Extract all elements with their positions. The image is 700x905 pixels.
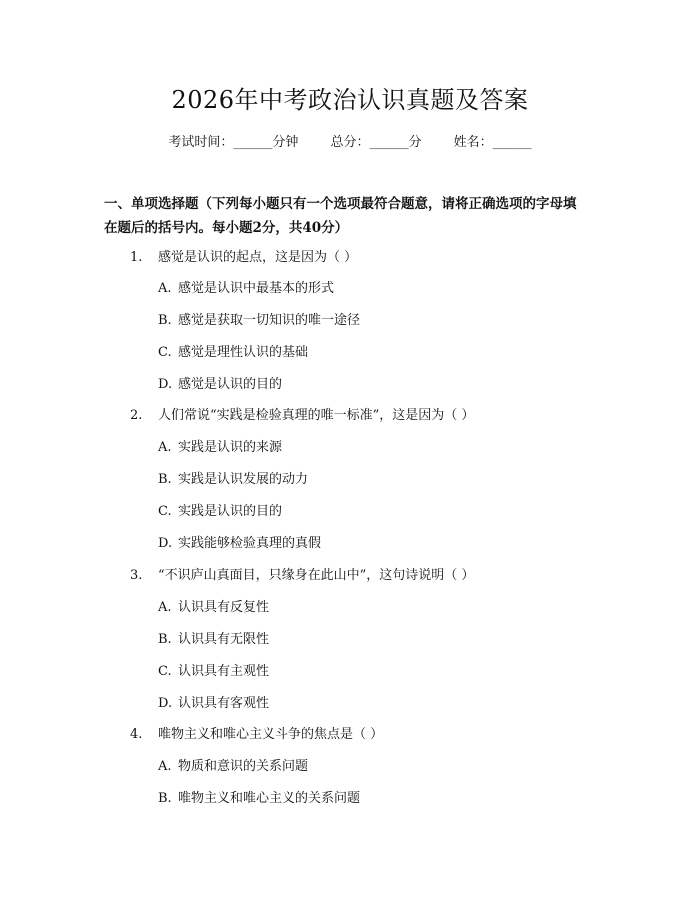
option-letter: B. <box>158 632 172 647</box>
question-2-option-d <box>158 532 321 551</box>
question-text: 唯物主义和唯心主义斗争的焦点是（ ） <box>158 727 384 742</box>
total-score-field: 总分：______分 <box>330 135 422 150</box>
option-text: 感觉是认识的目的 <box>178 377 283 392</box>
option-letter: D. <box>158 377 173 392</box>
option-letter: C. <box>158 664 172 679</box>
question-text: “不识庐山真面目，只缘身在此山中”，这句诗说明（ ） <box>158 568 475 583</box>
question-1 <box>130 246 357 265</box>
question-number: 3. <box>130 568 143 583</box>
question-1-option-c <box>158 341 308 360</box>
section-heading-line-1: 一、单项选择题（下列每小题只有一个选项最符合题意，请将正确选项的字母填 <box>104 196 577 212</box>
option-text: 唯物主义和唯心主义的关系问题 <box>178 791 361 806</box>
section-heading-line-2: 在题后的括号内。每小题2分，共40分） <box>104 220 349 236</box>
question-2-option-c <box>158 500 282 519</box>
question-2-option-a <box>158 436 282 455</box>
option-letter: B. <box>158 791 172 806</box>
option-letter: A. <box>158 440 172 455</box>
question-1-option-b <box>158 309 360 328</box>
question-2-option-b <box>158 468 308 487</box>
option-text: 实践是认识发展的动力 <box>178 472 309 487</box>
option-text: 实践是认识的目的 <box>178 504 283 519</box>
option-letter: D. <box>158 696 173 711</box>
question-1-option-d <box>158 373 282 392</box>
option-letter: A. <box>158 281 172 296</box>
option-text: 认识具有无限性 <box>178 632 270 647</box>
question-1-option-a <box>158 277 334 296</box>
option-letter: C. <box>158 345 172 360</box>
option-letter: B. <box>158 313 172 328</box>
option-letter: A. <box>158 759 172 774</box>
option-text: 物质和意识的关系问题 <box>178 759 309 774</box>
question-3-option-a <box>158 596 269 615</box>
exam-meta <box>0 131 700 150</box>
question-number: 1. <box>130 250 143 265</box>
question-3-option-b <box>158 628 269 647</box>
option-letter: A. <box>158 600 172 615</box>
question-4-option-b <box>158 787 360 806</box>
question-3-option-c <box>158 660 269 679</box>
option-text: 认识具有客观性 <box>178 696 270 711</box>
option-letter: C. <box>158 504 172 519</box>
option-text: 认识具有反复性 <box>178 600 270 615</box>
option-text: 感觉是获取一切知识的唯一途径 <box>178 313 361 328</box>
question-number: 2. <box>130 408 143 423</box>
option-text: 实践能够检验真理的真假 <box>178 536 322 551</box>
question-4 <box>130 723 383 742</box>
question-text: 感觉是认识的起点，这是因为（ ） <box>158 250 358 265</box>
option-text: 实践是认识的来源 <box>178 440 283 455</box>
question-text: 人们常说“实践是检验真理的唯一标准”，这是因为（ ） <box>158 408 475 423</box>
section-heading <box>104 192 604 240</box>
question-number: 4. <box>130 727 143 742</box>
option-letter: D. <box>158 536 173 551</box>
question-4-option-a <box>158 755 308 774</box>
option-letter: B. <box>158 472 172 487</box>
page-title: 2026年中考政治认识真题及答案 <box>171 86 529 114</box>
student-name-field: 姓名：______ <box>453 135 532 150</box>
question-3-option-d <box>158 692 269 711</box>
question-3 <box>130 564 474 583</box>
option-text: 感觉是理性认识的基础 <box>178 345 309 360</box>
option-text: 认识具有主观性 <box>178 664 270 679</box>
exam-time-field: 考试时间：______分钟 <box>168 135 299 150</box>
option-text: 感觉是认识中最基本的形式 <box>178 281 335 296</box>
question-2 <box>130 404 474 423</box>
